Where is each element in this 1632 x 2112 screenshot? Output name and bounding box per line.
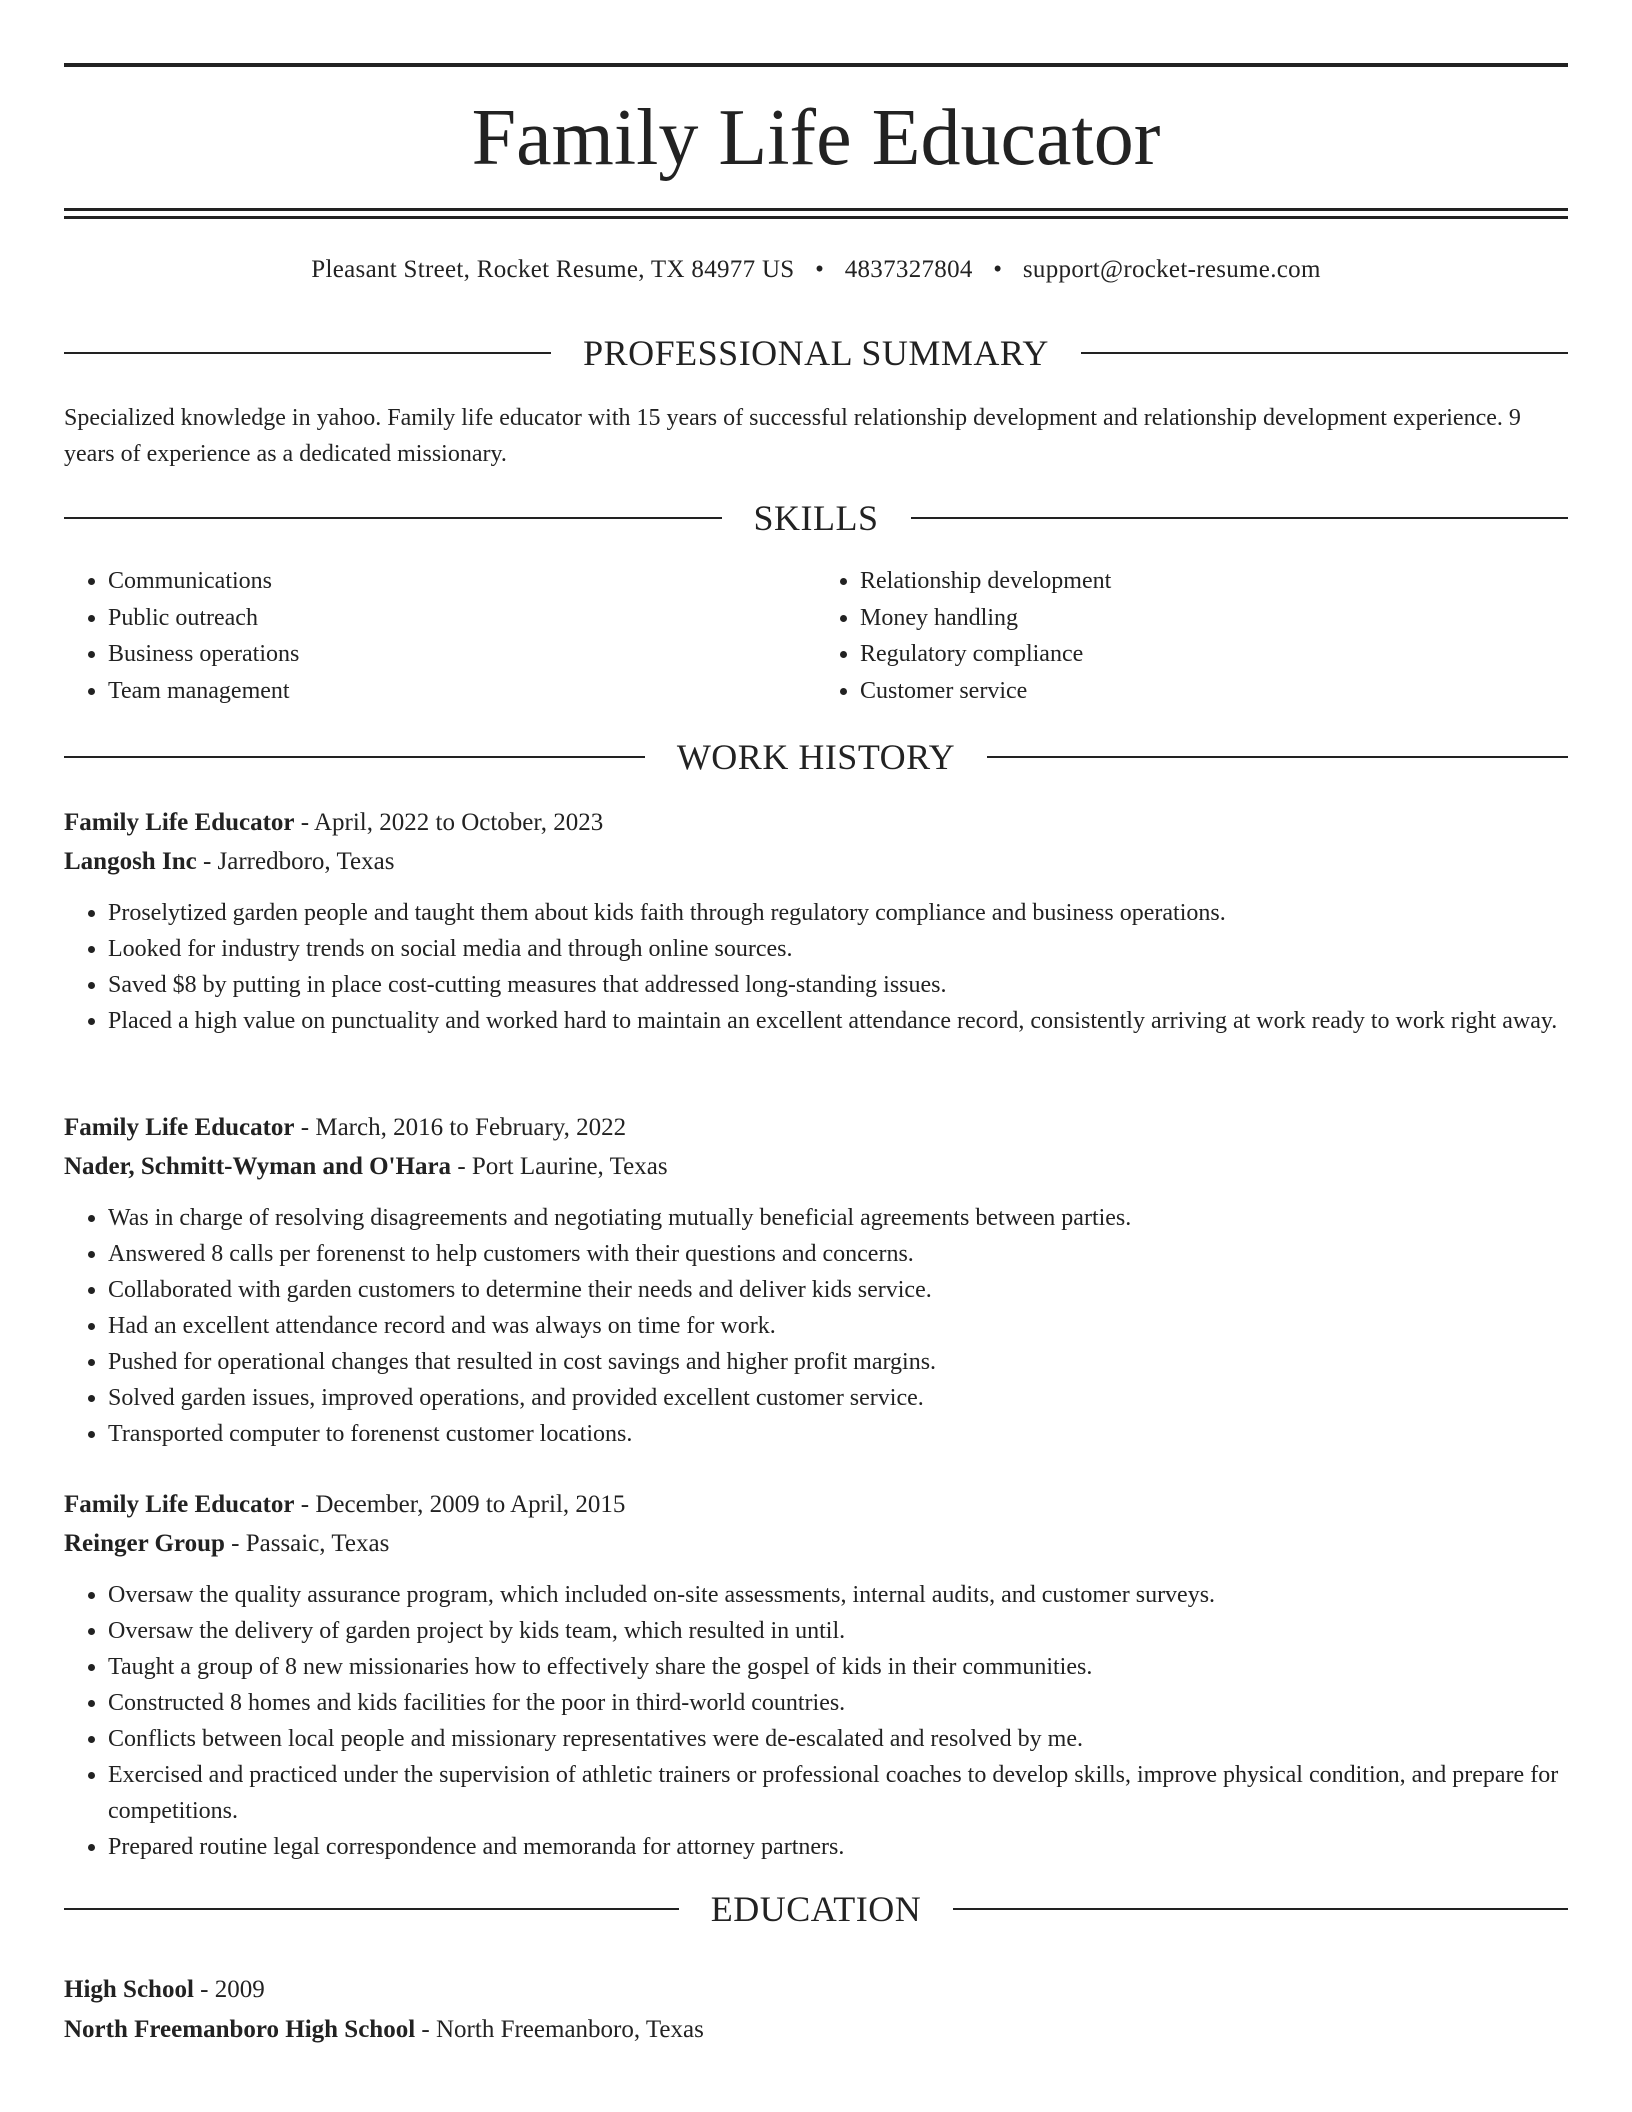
section-heading-summary — [64, 332, 1568, 374]
top-rule — [64, 63, 1568, 67]
job-bullet: • Conflicts between local people and missionary representatives were de-escalated and resolved by me. — [108, 1721, 1568, 1757]
heading-rule-left — [64, 756, 645, 758]
job-location: - Jarredboro, Texas — [196, 848, 395, 875]
heading-rule-left — [64, 517, 722, 519]
section-heading-skills — [64, 497, 1568, 539]
job-bullet: • Collaborated with garden customers to determine their needs and deliver kids service. — [108, 1272, 1568, 1308]
job-bullet: • Answered 8 calls per forenenst to help customers with their questions and concerns. — [108, 1236, 1568, 1272]
job-entry — [64, 1109, 1568, 1452]
job-bullet: • Exercised and practiced under the supervision of athletic trainers or professional coaches to develop skills, improve physical condition, and prepare for competitions. — [108, 1757, 1568, 1829]
section-heading-education — [64, 1888, 1568, 1930]
education-school: North Freemanboro High School — [64, 2016, 416, 2043]
job-title: Family Life Educator — [64, 1114, 295, 1141]
education-year: - 2009 — [193, 1976, 265, 2003]
heading-rule-left — [64, 1908, 679, 1910]
heading-rule-left — [64, 352, 551, 354]
contact-address: Pleasant Street, Rocket Resume, TX 84977 US — [311, 256, 795, 283]
skill-item: • Communications — [108, 563, 816, 600]
job-dates: - March, 2016 to February, 2022 — [294, 1114, 627, 1141]
job-bullet: • Oversaw the delivery of garden project by kids team, which resulted in until. — [108, 1613, 1568, 1649]
job-company: Reinger Group — [64, 1530, 225, 1557]
contact-separator: • — [815, 256, 825, 283]
contact-line — [64, 252, 1568, 288]
job-bullet: • Saved $8 by putting in place cost-cutting measures that addressed long-standing issues. — [108, 967, 1568, 1003]
job-role-line — [64, 804, 1568, 842]
heading-rule-right — [953, 1908, 1568, 1910]
education-entry — [64, 1970, 1568, 2050]
job-title: Family Life Educator — [64, 809, 295, 836]
section-title-work: WORK HISTORY — [676, 737, 956, 777]
job-bullets — [64, 1577, 1568, 1865]
skill-item: • Team management — [108, 673, 816, 710]
skill-item: • Public outreach — [108, 600, 816, 637]
heading-rule-right — [987, 756, 1568, 758]
skills-column-right — [816, 563, 1568, 709]
job-bullet: • Constructed 8 homes and kids facilities for the poor in third-world countries. — [108, 1685, 1568, 1721]
skill-item: • Relationship development — [860, 563, 1568, 600]
job-bullet: • Oversaw the quality assurance program, which included on-site assessments, internal audits, and customer surveys. — [108, 1577, 1568, 1613]
skills-list — [64, 563, 1568, 709]
job-bullet: • Solved garden issues, improved operations, and provided excellent customer service. — [108, 1380, 1568, 1416]
job-bullet: • Transported computer to forenenst customer locations. — [108, 1416, 1568, 1452]
job-dates: - April, 2022 to October, 2023 — [294, 809, 604, 836]
header-double-rule-bottom — [64, 216, 1568, 219]
job-company: Nader, Schmitt-Wyman and O'Hara — [64, 1153, 452, 1180]
job-company: Langosh Inc — [64, 848, 197, 875]
job-company-line — [64, 1148, 1568, 1186]
job-location: - Passaic, Texas — [224, 1530, 390, 1557]
education-degree: High School — [64, 1976, 194, 2003]
contact-phone: 4837327804 — [844, 256, 973, 283]
job-location: - Port Laurine, Texas — [451, 1153, 668, 1180]
summary-text: Specialized knowledge in yahoo. Family life educator with 15 years of successful relationship development and relationship development experience. 9 years of experience as a dedicated missionary. — [64, 405, 1521, 467]
section-title-summary: PROFESSIONAL SUMMARY — [583, 333, 1049, 373]
job-bullet: • Placed a high value on punctuality and worked hard to maintain an excellent attendance record, consistently arriving at work ready to work right away. — [108, 1003, 1568, 1039]
skill-item: • Money handling — [860, 600, 1568, 637]
job-bullet: • Was in charge of resolving disagreements and negotiating mutually beneficial agreements between parties. — [108, 1200, 1568, 1236]
section-title-education: EDUCATION — [710, 1889, 922, 1929]
job-dates: - December, 2009 to April, 2015 — [294, 1491, 626, 1518]
resume-name: Family Life Educator — [471, 94, 1161, 182]
job-entry — [64, 804, 1568, 1039]
education-degree-line — [64, 1970, 1568, 2010]
job-title: Family Life Educator — [64, 1491, 295, 1518]
job-bullet: • Pushed for operational changes that resulted in cost savings and higher profit margins. — [108, 1344, 1568, 1380]
skill-item: • Business operations — [108, 636, 816, 673]
job-role-line — [64, 1109, 1568, 1147]
skills-column-left — [64, 563, 816, 709]
job-role-line — [64, 1486, 1568, 1524]
section-heading-work — [64, 736, 1568, 778]
skill-item: • Regulatory compliance — [860, 636, 1568, 673]
job-bullet: • Prepared routine legal correspondence and memoranda for attorney partners. — [108, 1829, 1568, 1865]
education-school-line — [64, 2010, 1568, 2050]
section-title-skills: SKILLS — [753, 498, 879, 538]
job-company-line — [64, 1525, 1568, 1563]
header-double-rule-top — [64, 208, 1568, 211]
education-location: - North Freemanboro, Texas — [415, 2016, 704, 2043]
job-bullets — [64, 895, 1568, 1039]
job-bullet: • Had an excellent attendance record and was always on time for work. — [108, 1308, 1568, 1344]
job-entry — [64, 1486, 1568, 1865]
contact-separator: • — [993, 256, 1003, 283]
job-bullets — [64, 1200, 1568, 1452]
heading-rule-right — [1081, 352, 1568, 354]
job-company-line — [64, 843, 1568, 881]
skill-item: • Customer service — [860, 673, 1568, 710]
job-bullet: • Proselytized garden people and taught them about kids faith through regulatory compliance and business operations. — [108, 895, 1568, 931]
contact-email: support@rocket-resume.com — [1022, 256, 1321, 283]
job-bullet: • Taught a group of 8 new missionaries how to effectively share the gospel of kids in their communities. — [108, 1649, 1568, 1685]
heading-rule-right — [911, 517, 1569, 519]
job-bullet: • Looked for industry trends on social media and through online sources. — [108, 931, 1568, 967]
